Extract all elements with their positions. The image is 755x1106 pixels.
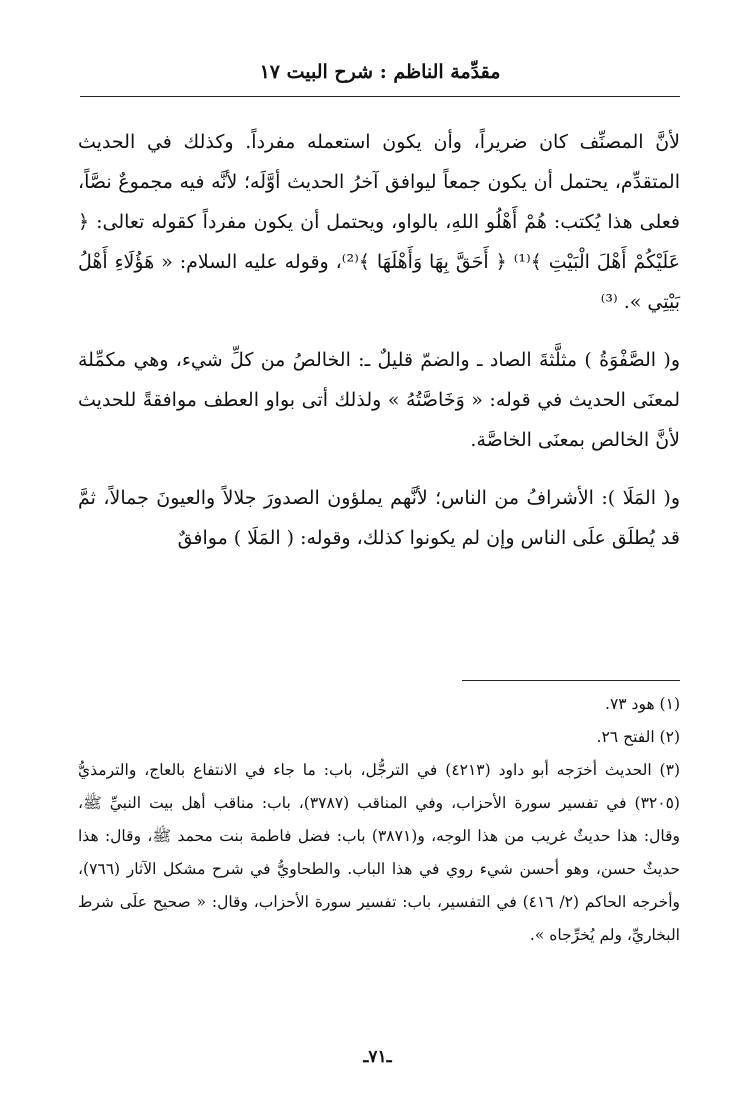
header-divider bbox=[80, 96, 680, 97]
main-text bbox=[78, 122, 680, 576]
paragraph: لأنَّ المصنِّف كان ضريراً، وأن يكون استعمله مفرداً. وكذلك في الحديث المتقدِّم، يحتمل أن يكون جمعاً ليوافق آخرُ الحديث أوَّلَه؛ لأنَّه فيه مجموعٌ نصَّاً، فعلى هذا يُكتب: هُمْ أَهْلُو اللهِ، بالواو، ويحتمل أن يكون مفرداً كقوله تعالى: ﴿ عَلَيْكُمْ أَهْلَ الْبَيْتِ ﴾⁽¹⁾ ﴿ أَحَقَّ بِهَا وَأَهْلَهَا ﴾⁽²⁾، وقوله عليه السلام: « هَؤُلَاءِ أَهْلُ بَيْتِي ». ⁽³⁾ bbox=[78, 131, 681, 313]
footnote: (٢) الفتح ٢٦. bbox=[596, 728, 680, 746]
paragraph: و( المَلَا ): الأشرافُ من الناس؛ لأنَّهم يملؤون الصدورَ جلالاً والعيونَ جمالاً، ثمَّ قد يُطلَق علَى الناس وإن لم يكونوا كذلك، وقوله: ( المَلَا ) موافقٌ bbox=[78, 487, 680, 549]
footnote: (٣) الحديث أخرَجه أبو داود (٤٢١٣) في الترجُّل، باب: ما جاء في الانتفاع بالعاج، والترمذيُّ (٣٢٠٥) في تفسير سورة الأحزاب، وفي المناقب (٣٧٨٧)، باب: مناقب أهل بيت النبيِّ ﷺ، وقال: هذا حديثٌ غريب من هذا الوجه، و(٣٨٧١) باب: فضل فاطمة بنت محمد ﷺ، وقال: هذا حديثٌ حسن، وهو أحسن شيء روي في هذا الباب. والطحاويُّ في شرح مشكل الآثار (٧٦٦)، وأخرجه الحاكم (٢/ ٤١٦) في التفسير، باب: تفسير سورة الأحزاب، وقال: « صحيح علَى شرط البخاريِّ، ولم يُخرِّجاه ». bbox=[78, 761, 680, 944]
footnotes bbox=[78, 688, 680, 952]
footnote-divider bbox=[462, 680, 680, 681]
page-number: ـ٧١ـ bbox=[363, 1047, 392, 1067]
running-header: مقدِّمة الناظم : شرح البيت ١٧ bbox=[259, 61, 501, 83]
footnote: (١) هود ٧٣. bbox=[605, 695, 680, 713]
paragraph: و( الصَّفْوَةُ ) مثلَّثةَ الصاد ـ والضمّ قليلٌ ـ: الخالصُ من كلِّ شيء، وهي مكمِّلة لمعنَى الحديث في قوله: « وَخَاصَّتُهُ » ولذلك أتى بواو العطف موافقةً للحديث لأنَّ الخالص بمعنَى الخاصَّة. bbox=[78, 349, 680, 451]
